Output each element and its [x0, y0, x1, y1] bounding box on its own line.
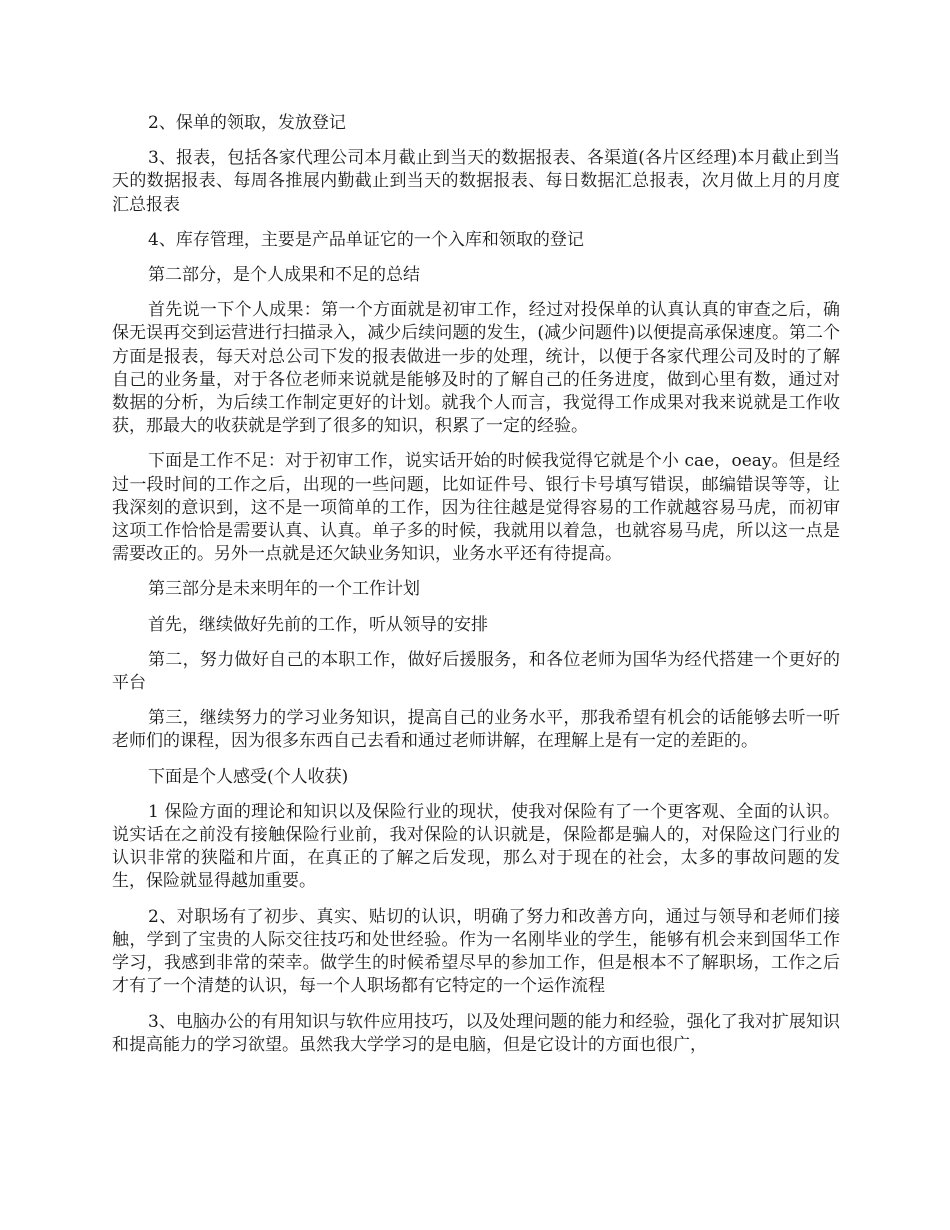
plan-item-3: 第三，继续努力的学习业务知识，提高自己的业务水平，那我希望有机会的话能够去听一听老师们的课程，因为很多东西自己去看和通过老师讲解，在理解上是有一定的差距的。: [112, 708, 840, 752]
paragraph-3: 4、库存管理，主要是产品单证它的一个入库和领取的登记: [148, 229, 584, 250]
section-heading-part-two: 第二部分，是个人成果和不足的总结: [148, 265, 420, 286]
section-heading-part-three: 第三部分是未来明年的一个工作计划: [148, 579, 420, 600]
feeling-item-2: 2、对职场有了初步、真实、贴切的认识，明确了努力和改善方向，通过与领导和老师们接触，学到了宝贵的人际交往技巧和处世经验。作为一名刚毕业的学生，能够有机会来到国华工作学习，我感到非常的荣幸。做学生的时候希望尽早的参加工作，但是根本不了解职场，工作之后才有了一个清楚的认识，每一个人职场都有它特定的一个运作流程: [112, 906, 840, 997]
paragraph-achievements: 首先说一下个人成果：第一个方面就是初审工作，经过对投保单的认真认真的审查之后，确保无误再交到运营进行扫描录入，减少后续问题的发生，(减少问题件)以便提高承保速度。第二个方面是报表，每天对总公司下发的报表做进一步的处理，统计，以便于各家代理公司及时的了解自己的业务量，对于各位老师来说就是能够及时的了解自己的任务进度，做到心里有数，通过对数据的分析，为后续工作制定更好的计划。就我个人而言，我觉得工作成果对我来说就是工作收获，那最大的收获就是学到了很多的知识，积累了一定的经验。: [112, 300, 840, 437]
section-heading-feelings: 下面是个人感受(个人收获): [148, 766, 349, 787]
plan-item-2: 第二，努力做好自己的本职工作，做好后援服务，和各位老师为国华为经代搭建一个更好的平台: [112, 649, 840, 694]
paragraph-1: 2、保单的领取，发放登记: [148, 113, 346, 133]
document-body: [112, 112, 840, 1069]
feeling-item-1: 1 保险方面的理论和知识以及保险行业的现状，使我对保险有了一个更客观、全面的认识。说实话在之前没有接触保险行业前，我对保险的认识就是，保险都是骗人的，对保险这门行业的认识非常的狭隘和片面，在真正的了解之后发现，那么对于现在的社会，太多的事故问题的发生，保险就显得越加重要。: [112, 801, 840, 892]
plan-item-1: 首先，继续做好先前的工作，听从领导的安排: [148, 614, 488, 635]
paragraph-2: 3、报表，包括各家代理公司本月截止到当天的数据报表、各渠道(各片区经理)本月截止到当天的数据报表、每周各推展内勤截止到当天的数据报表、每日数据汇总报表，次月做上月的月度汇总报表: [112, 148, 840, 215]
paragraph-shortcomings: 下面是工作不足：对于初审工作，说实话开始的时候我觉得它就是个小 cae，oeay。但是经过一段时间的工作之后，出现的一些问题，比如证件号、银行卡号填写错误，邮编错误等等，让我深刻的意识到，这不是一项简单的工作，因为往往越是觉得容易的工作就越容易马虎，而初审这项工作恰恰是需要认真、认真。单子多的时候，我就用以着急，也就容易马虎，所以这一点是需要改正的。另外一点就是还欠缺业务知识，业务水平还有待提高。: [112, 451, 840, 565]
feeling-item-3: 3、电脑办公的有用知识与软件应用技巧，以及处理问题的能力和经验，强化了我对扩展知识和提高能力的学习欲望。虽然我大学学习的是电脑，但是它设计的方面也很广，: [112, 1011, 840, 1055]
